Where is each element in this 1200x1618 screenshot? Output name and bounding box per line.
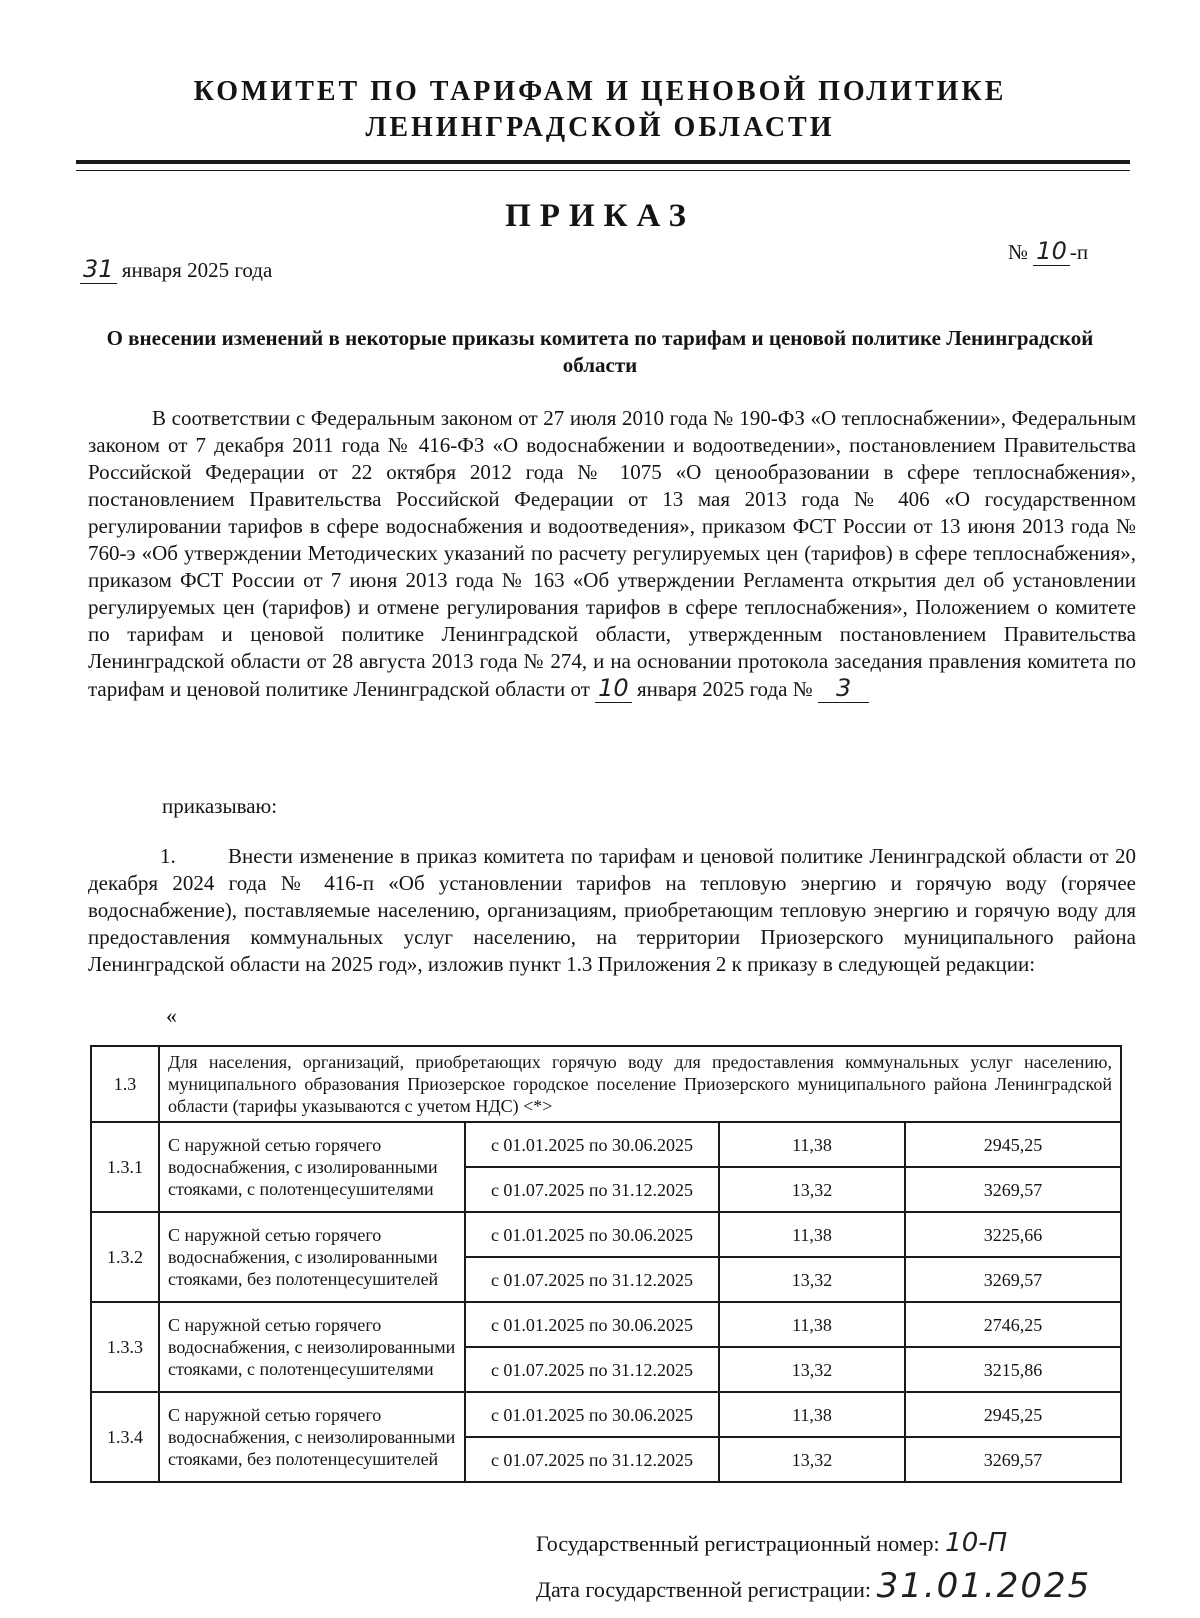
order-number-prefix: № bbox=[1008, 240, 1029, 264]
registration-number-line bbox=[536, 1528, 1007, 1558]
preamble-text: В соответствии с Федеральным законом от 27 июля 2010 года № 190-ФЗ «О теплоснабжении», Федеральным законом от 7 декабря 2011 года № 416-ФЗ «О водоснабжении и водоотведении», постановлением Правительства Российской Федерации от 22 октября 2012 года № 1075 «О ценообразовании в сфере теплоснабжения», постановлением Правительства Российской Федерации от 13 мая 2013 года № 406 «О государственном регулировании тарифов в сфере водоснабжения и водоотведения», приказом ФСТ России от 13 июня 2013 года № 760-э «Об утверждении Методических указаний по расчету регулируемых цен (тарифов) в сфере теплоснабжения», приказом ФСТ России от 7 июня 2013 года № 163 «Об утверждении Регламента открытия дел об установлении регулируемых цен (тарифов) и отмене регулирования тарифов в сфере теплоснабжения», Положением о комитете по тарифам и ценовой политике Ленинградской области, утвержденным постановлением Правительства Ленинградской области от 28 августа 2013 года № 274, и на основании протокола заседания правления комитета по тарифам и ценовой политике Ленинградской области от bbox=[88, 406, 1136, 701]
table-head-text: Для населения, организаций, приобретающих горячую воду для предоставления коммунальных услуг населению, муниципального образования Приозерское городское поселение Приозерского муниципального района Ленинградской области (тарифы указываются с учетом НДС) <*> bbox=[159, 1046, 1121, 1122]
order-heading: О внесении изменений в некоторые приказы комитета по тарифам и ценовой политике Ленинградской области bbox=[106, 326, 1094, 377]
component-2-cell: 2746,25 bbox=[905, 1302, 1121, 1347]
item-1-paragraph bbox=[88, 843, 1136, 978]
group-code: 1.3.1 bbox=[91, 1122, 159, 1212]
period-cell: с 01.07.2025 по 31.12.2025 bbox=[465, 1347, 719, 1392]
component-2-cell: 2945,25 bbox=[905, 1392, 1121, 1437]
group-code: 1.3.4 bbox=[91, 1392, 159, 1482]
header-rule-thick bbox=[76, 160, 1130, 164]
order-date-rest: января 2025 года bbox=[121, 258, 273, 282]
group-description: С наружной сетью горячего водоснабжения, с неизолированными стояками, с полотенцесушителями bbox=[159, 1302, 465, 1392]
component-1-cell: 13,32 bbox=[719, 1167, 905, 1212]
order-word: приказываю: bbox=[162, 794, 278, 818]
table-row-head bbox=[91, 1046, 1121, 1122]
component-2-cell: 3225,66 bbox=[905, 1212, 1121, 1257]
period-cell: с 01.07.2025 по 31.12.2025 bbox=[465, 1437, 719, 1482]
header-rule-thin bbox=[76, 170, 1130, 171]
component-1-cell: 11,38 bbox=[719, 1392, 905, 1437]
group-description: С наружной сетью горячего водоснабжения, с изолированными стояками, без полотенцесушителей bbox=[159, 1212, 465, 1302]
table-head-code: 1.3 bbox=[91, 1046, 159, 1122]
opening-quote: « bbox=[166, 1003, 177, 1028]
component-1-cell: 11,38 bbox=[719, 1302, 905, 1347]
order-date bbox=[80, 255, 272, 283]
organization-name bbox=[80, 74, 1120, 146]
item-1-number: 1. bbox=[160, 844, 176, 868]
protocol-number: 3 bbox=[818, 674, 869, 703]
order-number-value: 10 bbox=[1033, 237, 1070, 266]
document-type: ПРИКАЗ bbox=[505, 198, 695, 234]
registration-date-label: Дата государственной регистрации: bbox=[536, 1577, 872, 1602]
component-1-cell: 13,32 bbox=[719, 1257, 905, 1302]
component-1-cell: 11,38 bbox=[719, 1212, 905, 1257]
component-1-cell: 11,38 bbox=[719, 1122, 905, 1167]
order-number-suffix: -п bbox=[1069, 240, 1089, 264]
preamble-paragraph bbox=[88, 405, 1136, 703]
protocol-day: 10 bbox=[595, 674, 632, 703]
component-2-cell: 3215,86 bbox=[905, 1347, 1121, 1392]
registration-number-value: 10-П bbox=[945, 1528, 1008, 1558]
period-cell: с 01.01.2025 по 30.06.2025 bbox=[465, 1302, 719, 1347]
group-code: 1.3.3 bbox=[91, 1302, 159, 1392]
group-description: С наружной сетью горячего водоснабжения, с неизолированными стояками, без полотенцесушителей bbox=[159, 1392, 465, 1482]
tariff-table bbox=[90, 1045, 1122, 1483]
component-1-cell: 13,32 bbox=[719, 1347, 905, 1392]
order-number bbox=[1008, 237, 1088, 265]
table-row bbox=[91, 1212, 1121, 1257]
order-date-day: 31 bbox=[80, 255, 117, 284]
period-cell: с 01.01.2025 по 30.06.2025 bbox=[465, 1122, 719, 1167]
period-cell: с 01.07.2025 по 31.12.2025 bbox=[465, 1257, 719, 1302]
period-cell: с 01.01.2025 по 30.06.2025 bbox=[465, 1392, 719, 1437]
item-1-text: Внести изменение в приказ комитета по тарифам и ценовой политике Ленинградской области от 20 декабря 2024 года № 416-п «Об установлении тарифов на тепловую энергию и горячую воду (горячее водоснабжение), поставляемые населению, организациям, приобретающим тепловую энергию и горячую воду для предоставления коммунальных услуг населению, на территории Приозерского муниципального района Ленинградской области на 2025 год», изложив пункт 1.3 Приложения 2 к приказу в следующей редакции: bbox=[88, 844, 1136, 976]
registration-date-value: 31.01.2025 bbox=[876, 1566, 1092, 1606]
component-2-cell: 3269,57 bbox=[905, 1167, 1121, 1212]
period-cell: с 01.07.2025 по 31.12.2025 bbox=[465, 1167, 719, 1212]
group-description: С наружной сетью горячего водоснабжения, с изолированными стояками, с полотенцесушителями bbox=[159, 1122, 465, 1212]
component-2-cell: 3269,57 bbox=[905, 1257, 1121, 1302]
component-2-cell: 3269,57 bbox=[905, 1437, 1121, 1482]
protocol-date-rest: января 2025 года № bbox=[636, 677, 813, 701]
component-2-cell: 2945,25 bbox=[905, 1122, 1121, 1167]
org-line-1: КОМИТЕТ ПО ТАРИФАМ И ЦЕНОВОЙ ПОЛИТИКЕ bbox=[193, 76, 1007, 107]
table-row bbox=[91, 1122, 1121, 1167]
component-1-cell: 13,32 bbox=[719, 1437, 905, 1482]
registration-number-label: Государственный регистрационный номер: bbox=[536, 1531, 940, 1556]
period-cell: с 01.01.2025 по 30.06.2025 bbox=[465, 1212, 719, 1257]
registration-date-line bbox=[536, 1566, 1091, 1606]
org-line-2: ЛЕНИНГРАДСКОЙ ОБЛАСТИ bbox=[365, 112, 835, 143]
table-row bbox=[91, 1392, 1121, 1437]
group-code: 1.3.2 bbox=[91, 1212, 159, 1302]
table-row bbox=[91, 1302, 1121, 1347]
